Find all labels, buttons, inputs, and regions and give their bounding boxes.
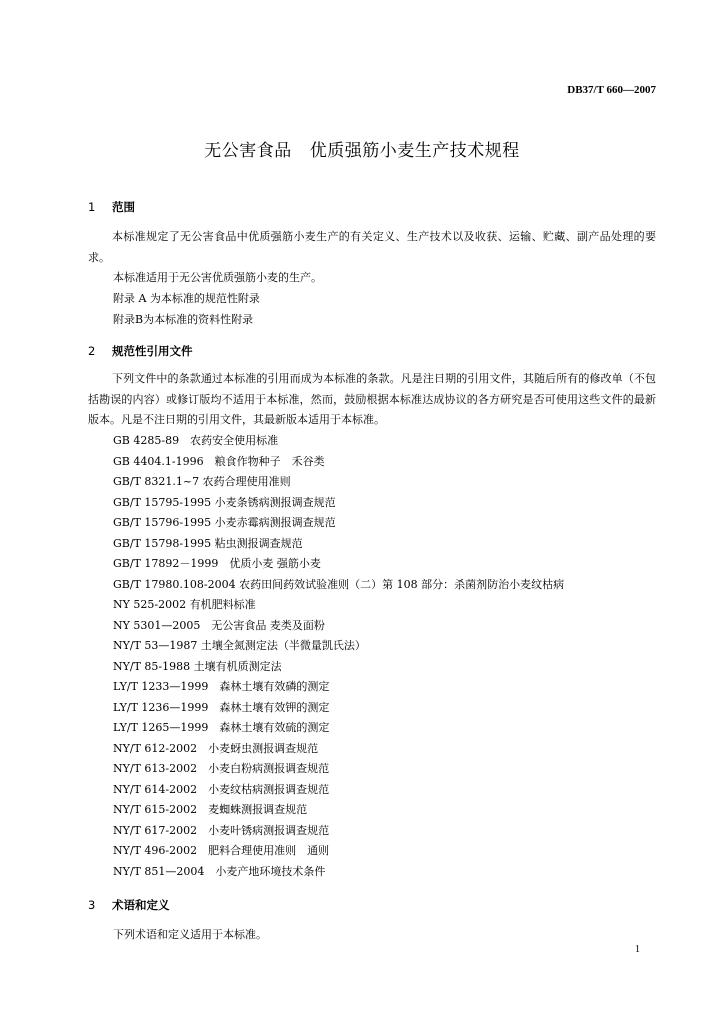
section-title: 术语和定义 [112, 898, 170, 912]
reference-item: GB/T 8321.1~7 农药合理使用准则 [113, 475, 291, 488]
reference-item: NY/T 613-2002 小麦白粉病测报调查规范 [113, 762, 330, 775]
text-line: 附录B为本标准的资料性附录 [113, 313, 254, 326]
reference-item: NY/T 851—2004 小麦产地环境技术条件 [113, 865, 326, 878]
reference-item: NY/T 614-2002 小麦纹枯病测报调查规范 [113, 783, 330, 796]
section-3-heading [88, 897, 170, 913]
reference-item: NY/T 53—1987 土壤全氮测定法（半微量凯氏法） [113, 639, 366, 652]
reference-item: GB/T 15796-1995 小麦赤霉病测报调查规范 [113, 516, 336, 529]
reference-item: NY/T 612-2002 小麦蚜虫测报调查规范 [113, 742, 319, 755]
reference-item: GB/T 17980.108-2004 农药田间药效试验准则（二）第 108 部分：杀菌剂防治小麦纹枯病 [113, 578, 565, 591]
document-title [0, 136, 724, 161]
reference-item: NY 5301—2005 无公害食品 麦类及面粉 [113, 619, 325, 632]
section-1-heading [88, 199, 135, 215]
reference-item: GB/T 15798-1995 粘虫测报调查规范 [113, 537, 303, 550]
text-line: 下列术语和定义适用于本标准。 [113, 928, 267, 941]
section-number: 3 [88, 898, 96, 912]
section-1-paragraph: 本标准规定了无公害食品中优质强筋小麦生产的有关定义、生产技术以及收获、运输、贮藏、副产品处理的要求。 [88, 230, 656, 264]
reference-item: LY/T 1236—1999 森林土壤有效钾的测定 [113, 701, 330, 714]
title-part-1: 无公害食品 [204, 141, 292, 161]
reference-item: LY/T 1233—1999 森林土壤有效磷的测定 [113, 680, 330, 693]
section-title: 规范性引用文件 [112, 344, 193, 358]
section-number: 1 [88, 200, 96, 214]
reference-item: NY/T 615-2002 麦蜘蛛测报调查规范 [113, 803, 308, 816]
title-part-2: 优质强筋小麦生产技术规程 [309, 141, 520, 161]
reference-item: GB/T 17892－1999 优质小麦 强筋小麦 [113, 557, 321, 570]
reference-item: GB 4285-89 农药安全使用标准 [113, 434, 279, 447]
section-number: 2 [88, 344, 96, 358]
text-line: 附录 A 为本标准的规范性附录 [113, 292, 260, 305]
page-number: 1 [635, 944, 640, 955]
section-2-paragraph: 下列文件中的条款通过本标准的引用而成为本标准的条款。凡是注日期的引用文件，其随后所有的修改单（不包括勘误的内容）或修订版均不适用于本标准，然而，鼓励根据本标准达成协议的各方研究是否可使用这些文件的最新版本。凡是不注日期的引用文件，其最新版本适用于本标准。 [88, 372, 656, 426]
text-line: 本标准适用于无公害优质强筋小麦的生产。 [113, 271, 322, 284]
reference-item: NY 525-2002 有机肥料标准 [113, 598, 256, 611]
section-title: 范围 [112, 200, 135, 214]
reference-item: LY/T 1265—1999 森林土壤有效硫的测定 [113, 721, 330, 734]
document-code: DB37/T 660—2007 [567, 84, 656, 96]
reference-item: NY/T 85-1988 土壤有机质测定法 [113, 660, 282, 673]
reference-item: NY/T 617-2002 小麦叶锈病测报调查规范 [113, 824, 330, 837]
reference-item: GB 4404.1-1996 粮食作物种子 禾谷类 [113, 455, 325, 468]
section-2-heading [88, 343, 193, 359]
reference-item: NY/T 496-2002 肥料合理使用准则 通则 [113, 844, 330, 857]
reference-item: GB/T 15795-1995 小麦条锈病测报调查规范 [113, 496, 336, 509]
